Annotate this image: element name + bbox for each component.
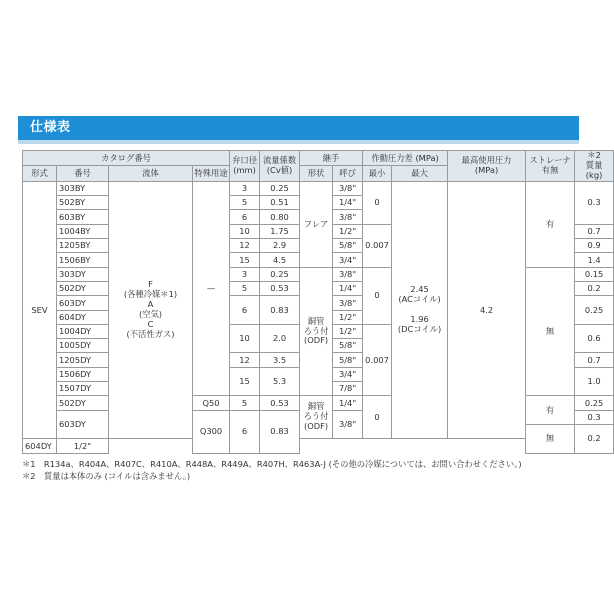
orifice-cell: 12 <box>230 239 260 253</box>
pressure-max-cell: 2.45 (ACコイル) 1.96 (DCコイル) <box>392 181 448 438</box>
pressure-min-cell: 0 <box>363 181 392 224</box>
footnotes <box>22 458 582 482</box>
fitting-size-cell: 3/8" <box>333 210 363 224</box>
pressure-min-cell: 0 <box>363 396 392 439</box>
fitting-size-cell: 3/4" <box>333 367 363 381</box>
max-use-pressure-cell: 4.2 <box>448 181 526 438</box>
flow-cell: 5.3 <box>260 367 300 396</box>
orifice-cell: 15 <box>230 253 260 267</box>
fitting-size-cell: 3/8" <box>333 410 363 439</box>
flow-cell: 0.83 <box>260 410 300 453</box>
special-use-cell: — <box>193 181 230 395</box>
header-pressure-min: 最小 <box>363 166 392 181</box>
number-cell: 1205BY <box>57 239 109 253</box>
footnote-1: ＊1 R134a、R404A、R407C、R410A、R448A、R449A、R407H、R463A-J (その他の冷媒については、お問い合わせください。) <box>22 459 522 469</box>
orifice-cell: 3 <box>230 181 260 195</box>
fitting-size-cell: 1/2" <box>333 224 363 238</box>
strainer-cell: 有 <box>526 396 575 425</box>
fitting-size-cell: 1/4" <box>333 196 363 210</box>
flow-cell: 2.9 <box>260 239 300 253</box>
number-cell: 502BY <box>57 196 109 210</box>
number-cell: 1506BY <box>57 253 109 267</box>
pressure-min-cell: 0.007 <box>363 224 392 267</box>
flow-cell: 0.51 <box>260 196 300 210</box>
orifice-cell: 6 <box>230 210 260 224</box>
number-cell: 1507DY <box>57 382 109 396</box>
special-use-cell: Q50 <box>193 396 230 410</box>
header-fitting-shape: 形状 <box>300 166 333 181</box>
mass-cell: 0.9 <box>575 239 614 253</box>
flow-cell: 2.0 <box>260 324 300 353</box>
orifice-cell: 3 <box>230 267 260 281</box>
header-fitting-size: 呼び <box>333 166 363 181</box>
fitting-shape-cell: 銅管 ろう付 (ODF) <box>300 396 333 439</box>
number-cell: 603DY <box>57 296 109 310</box>
mass-cell: 1.0 <box>575 367 614 396</box>
orifice-cell: 12 <box>230 353 260 367</box>
strainer-cell: 無 <box>526 424 575 453</box>
header-special-use: 特殊用途 <box>193 166 230 181</box>
header-pressure-diff: 作動圧力差 (MPa) <box>363 151 448 166</box>
flow-cell: 0.25 <box>260 181 300 195</box>
header-fitting: 継手 <box>300 151 363 166</box>
number-cell: 603BY <box>57 210 109 224</box>
number-cell: 1004BY <box>57 224 109 238</box>
fitting-size-cell: 1/2" <box>333 324 363 338</box>
number-cell: 604DY <box>23 439 57 453</box>
mass-cell: 0.25 <box>575 296 614 325</box>
header-type: 形式 <box>23 166 57 181</box>
fluid-cell: F (各種冷媒＊1) A (空気) C (不活性ガス) <box>109 181 193 438</box>
flow-cell: 0.83 <box>260 296 300 325</box>
orifice-cell: 5 <box>230 281 260 295</box>
fitting-size-cell: 5/8" <box>333 353 363 367</box>
special-use-cell: Q300 <box>193 410 230 453</box>
number-cell: 502DY <box>57 281 109 295</box>
header-number: 番号 <box>57 166 109 181</box>
mass-cell: 0.6 <box>575 324 614 353</box>
fitting-size-cell: 3/8" <box>333 267 363 281</box>
number-cell: 1004DY <box>57 324 109 338</box>
mass-cell: 0.3 <box>575 181 614 224</box>
footnote-2: ＊2 質量は本体のみ (コイルは含みません。) <box>22 471 191 481</box>
mass-cell: 0.25 <box>575 396 614 410</box>
header-mass: ＊2 質量 (kg) <box>575 151 614 182</box>
orifice-cell: 5 <box>230 196 260 210</box>
orifice-cell: 10 <box>230 324 260 353</box>
header-strainer: ストレーナ 有無 <box>526 151 575 182</box>
flow-cell: 0.53 <box>260 281 300 295</box>
title-banner-underline <box>18 140 579 144</box>
flow-cell: 4.5 <box>260 253 300 267</box>
fitting-size-cell: 3/8" <box>333 181 363 195</box>
type-cell: SEV <box>23 181 57 438</box>
number-cell: 1506DY <box>57 367 109 381</box>
flow-cell: 0.80 <box>260 210 300 224</box>
number-cell: 1005DY <box>57 339 109 353</box>
fitting-size-cell: 3/8" <box>333 296 363 310</box>
number-cell: 303DY <box>57 267 109 281</box>
fitting-size-cell: 1/4" <box>333 396 363 410</box>
flow-cell: 0.25 <box>260 267 300 281</box>
orifice-cell: 6 <box>230 296 260 325</box>
fitting-shape-cell: 銅管 ろう付 (ODF) <box>300 267 333 396</box>
orifice-cell: 10 <box>230 224 260 238</box>
orifice-cell: 15 <box>230 367 260 396</box>
strainer-cell: 無 <box>526 267 575 396</box>
header-fluid: 流体 <box>109 166 193 181</box>
title-banner <box>18 116 579 140</box>
flow-cell: 0.53 <box>260 396 300 410</box>
mass-cell: 0.7 <box>575 353 614 367</box>
mass-cell: 0.7 <box>575 224 614 238</box>
header-flow: 流量係数 (Cv値) <box>260 151 300 182</box>
fitting-size-cell: 1/2" <box>333 310 363 324</box>
strainer-cell: 有 <box>526 181 575 267</box>
number-cell: 502DY <box>57 396 109 410</box>
table-row <box>23 181 614 195</box>
mass-cell: 0.2 <box>575 281 614 295</box>
pressure-min-cell: 0.007 <box>363 324 392 395</box>
fitting-size-cell: 5/8" <box>333 339 363 353</box>
number-cell: 1205DY <box>57 353 109 367</box>
number-cell: 603DY <box>57 410 109 439</box>
header-pressure-max: 最大 <box>392 166 448 181</box>
flow-cell: 3.5 <box>260 353 300 367</box>
header-orifice: 弁口径 (mm) <box>230 151 260 182</box>
fitting-size-cell: 1/2" <box>57 439 109 453</box>
page-title: 仕様表 <box>30 120 71 135</box>
number-cell: 604DY <box>57 310 109 324</box>
mass-cell: 0.3 <box>575 410 614 424</box>
mass-cell: 0.15 <box>575 267 614 281</box>
fitting-size-cell: 1/4" <box>333 281 363 295</box>
fitting-size-cell: 5/8" <box>333 239 363 253</box>
fitting-shape-cell: フレア <box>300 181 333 267</box>
pressure-min-cell: 0 <box>363 267 392 324</box>
fitting-size-cell: 3/4" <box>333 253 363 267</box>
fitting-size-cell: 7/8" <box>333 382 363 396</box>
header-max-pressure: 最高使用圧力 (MPa) <box>448 151 526 182</box>
flow-cell: 1.75 <box>260 224 300 238</box>
orifice-cell: 6 <box>230 410 260 453</box>
mass-cell: 1.4 <box>575 253 614 267</box>
header-catalog: カタログ番号 <box>23 151 230 166</box>
mass-cell: 0.2 <box>575 424 614 453</box>
spec-table <box>22 150 614 454</box>
number-cell: 303BY <box>57 181 109 195</box>
orifice-cell: 5 <box>230 396 260 410</box>
